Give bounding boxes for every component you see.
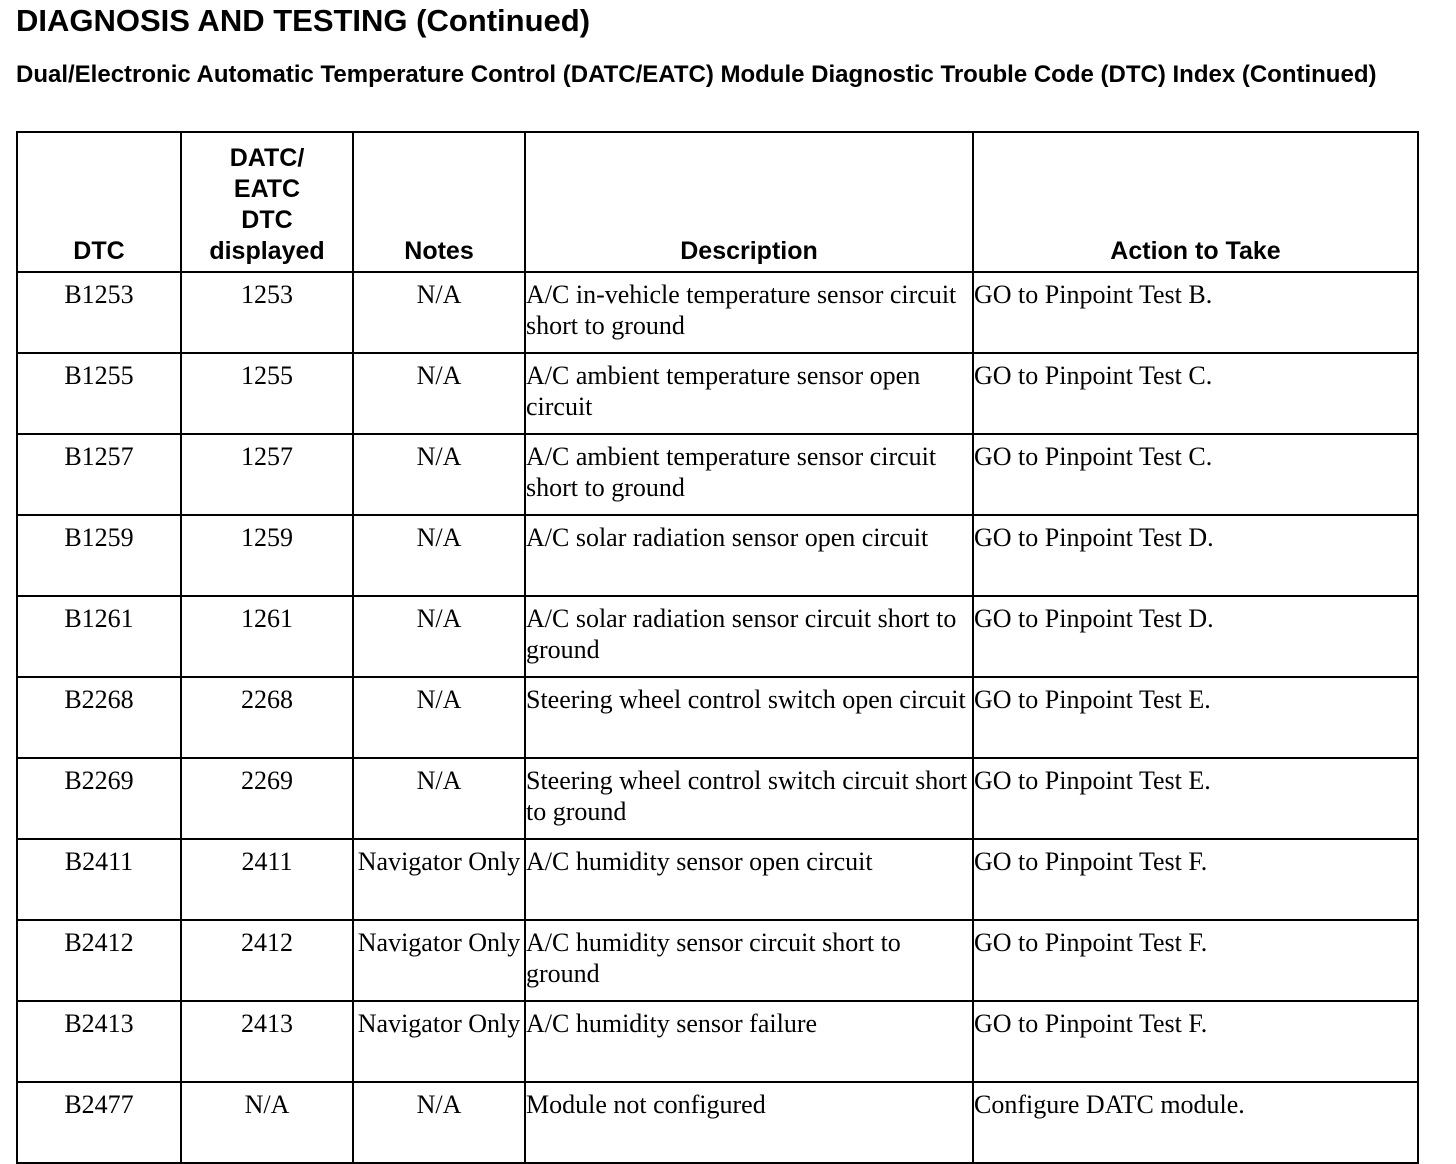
cell-dtc: B2477 xyxy=(17,1082,181,1163)
cell-notes: N/A xyxy=(353,434,525,515)
cell-action: GO to Pinpoint Test C. xyxy=(973,434,1418,515)
cell-notes: N/A xyxy=(353,758,525,839)
header-dtc: DTC xyxy=(17,132,181,272)
header-description: Description xyxy=(525,132,973,272)
table-row xyxy=(17,1082,1418,1163)
cell-notes: N/A xyxy=(353,353,525,434)
cell-description: A/C humidity sensor open circuit xyxy=(525,839,973,920)
cell-dtc-displayed: 1253 xyxy=(181,272,353,353)
cell-description: A/C solar radiation sensor open circuit xyxy=(525,515,973,596)
cell-notes: Navigator Only xyxy=(353,920,525,1001)
cell-action: GO to Pinpoint Test C. xyxy=(973,353,1418,434)
header-dtc-displayed-line: DATC/ xyxy=(229,144,305,172)
cell-dtc-displayed: 2269 xyxy=(181,758,353,839)
header-action: Action to Take xyxy=(973,132,1418,272)
cell-description: A/C ambient temperature sensor circuit short to ground xyxy=(525,434,973,515)
table-row xyxy=(17,596,1418,677)
header-dtc-displayed-line: EATC xyxy=(233,175,301,203)
dtc-index-table xyxy=(16,131,1419,1164)
cell-dtc-displayed: N/A xyxy=(181,1082,353,1163)
table-caption: Dual/Electronic Automatic Temperature Control (DATC/EATC) Module Diagnostic Trouble Code (DTC) Index (Continued) xyxy=(16,61,1377,88)
table-row xyxy=(17,920,1418,1001)
cell-dtc: B1259 xyxy=(17,515,181,596)
cell-description: A/C in-vehicle temperature sensor circuit short to ground xyxy=(525,272,973,353)
table-row xyxy=(17,839,1418,920)
table-row xyxy=(17,434,1418,515)
cell-dtc: B2269 xyxy=(17,758,181,839)
cell-dtc: B1253 xyxy=(17,272,181,353)
cell-description: A/C humidity sensor circuit short to ground xyxy=(525,920,973,1001)
cell-dtc-displayed: 1259 xyxy=(181,515,353,596)
cell-action: GO to Pinpoint Test F. xyxy=(973,1001,1418,1082)
table-row xyxy=(17,1001,1418,1082)
table-row xyxy=(17,758,1418,839)
cell-notes: Navigator Only xyxy=(353,1001,525,1082)
cell-description: Module not configured xyxy=(525,1082,973,1163)
table-row xyxy=(17,353,1418,434)
cell-notes: N/A xyxy=(353,515,525,596)
cell-description: Steering wheel control switch circuit short to ground xyxy=(525,758,973,839)
cell-notes: N/A xyxy=(353,272,525,353)
cell-dtc-displayed: 1257 xyxy=(181,434,353,515)
cell-dtc-displayed: 2268 xyxy=(181,677,353,758)
cell-description: A/C ambient temperature sensor open circuit xyxy=(525,353,973,434)
cell-dtc: B2413 xyxy=(17,1001,181,1082)
cell-dtc: B1255 xyxy=(17,353,181,434)
cell-action: GO to Pinpoint Test E. xyxy=(973,677,1418,758)
cell-action: GO to Pinpoint Test D. xyxy=(973,596,1418,677)
cell-notes: Navigator Only xyxy=(353,839,525,920)
cell-dtc-displayed: 2413 xyxy=(181,1001,353,1082)
cell-action: Configure DATC module. xyxy=(973,1082,1418,1163)
cell-description: A/C solar radiation sensor circuit short to ground xyxy=(525,596,973,677)
cell-dtc: B1257 xyxy=(17,434,181,515)
cell-action: GO to Pinpoint Test D. xyxy=(973,515,1418,596)
cell-dtc: B2412 xyxy=(17,920,181,1001)
header-dtc-displayed xyxy=(181,132,353,272)
table-body xyxy=(17,272,1418,1163)
cell-description: Steering wheel control switch open circuit xyxy=(525,677,973,758)
cell-dtc-displayed: 1261 xyxy=(181,596,353,677)
cell-action: GO to Pinpoint Test F. xyxy=(973,920,1418,1001)
header-dtc-displayed-line: DTC xyxy=(241,206,293,234)
cell-dtc-displayed: 1255 xyxy=(181,353,353,434)
cell-action: GO to Pinpoint Test B. xyxy=(973,272,1418,353)
cell-description: A/C humidity sensor failure xyxy=(525,1001,973,1082)
cell-dtc-displayed: 2412 xyxy=(181,920,353,1001)
cell-dtc: B2268 xyxy=(17,677,181,758)
table-row xyxy=(17,515,1418,596)
cell-dtc: B2411 xyxy=(17,839,181,920)
cell-notes: N/A xyxy=(353,596,525,677)
table-header-row xyxy=(17,132,1418,272)
page-title: DIAGNOSIS AND TESTING (Continued) xyxy=(16,3,591,38)
cell-action: GO to Pinpoint Test E. xyxy=(973,758,1418,839)
table-row xyxy=(17,677,1418,758)
table-row xyxy=(17,272,1418,353)
cell-dtc: B1261 xyxy=(17,596,181,677)
header-notes: Notes xyxy=(353,132,525,272)
cell-notes: N/A xyxy=(353,1082,525,1163)
cell-dtc-displayed: 2411 xyxy=(181,839,353,920)
cell-action: GO to Pinpoint Test F. xyxy=(973,839,1418,920)
header-dtc-displayed-line: displayed xyxy=(209,237,325,265)
cell-notes: N/A xyxy=(353,677,525,758)
